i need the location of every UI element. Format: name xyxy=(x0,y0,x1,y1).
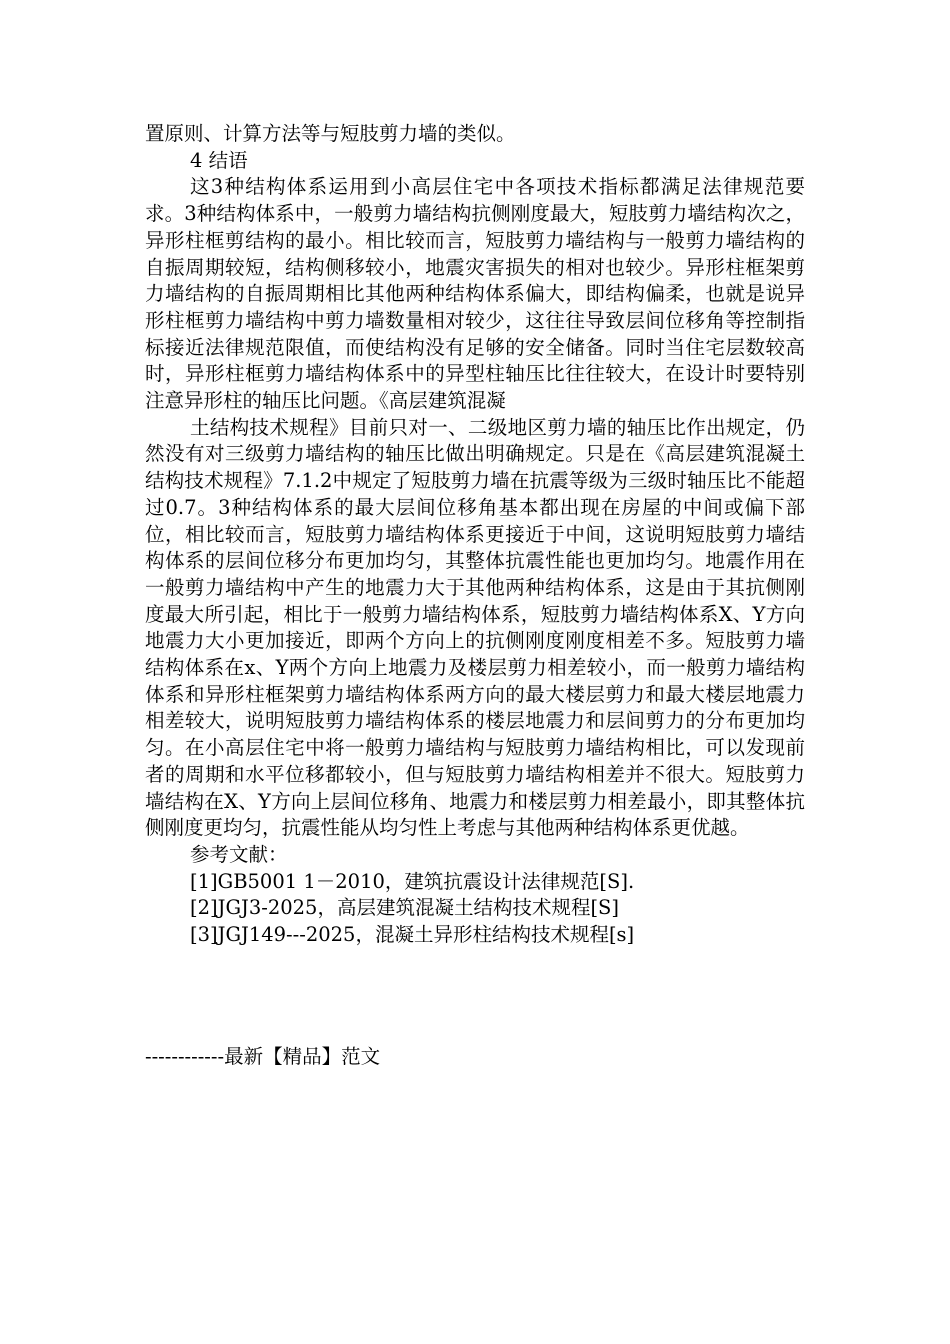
conclusion-paragraph-2: 土结构技术规程》目前只对一、二级地区剪力墙的轴压比作出规定，仍然没有对三级剪力墙结构的轴压比做出明确规定。只是在《高层建筑混凝土结构技术规程》7.1.2中规定了短肢剪力墙在抗震等级为三级时轴压比不能超过0.7。3种结构体系的最大层间位移角基本都出现在房屋的中间或偏下部位，相比较而言，短肢剪力墙结构体系更接近于中间，这说明短肢剪力墙结构体系的层间位移分布更加均匀，其整体抗震性能也更加均匀。地震作用在一般剪力墙结构中产生的地震力大于其他两种结构体系，这是由于其抗侧刚度最大所引起，相比于一般剪力墙结构体系，短肢剪力墙结构体系X、Y方向地震力大小更加接近，即两个方向上的抗侧刚度刚度相差不多。短肢剪力墙结构体系在x、Y两个方向上地震力及楼层剪力相差较小，而一般剪力墙结构体系和异形柱框架剪力墙结构体系两方向的最大楼层剪力和最大楼层地震力相差较大，说明短肢剪力墙结构体系的楼层地震力和层间剪力的分布更加均匀。在小高层住宅中将一般剪力墙结构与短肢剪力墙结构相比，可以发现前者的周期和水平位移都较小，但与短肢剪力墙结构相差并不很大。短肢剪力墙结构在X、Y方向上层间位移角、地震力和楼层剪力相差最小，即其整体抗侧刚度更均匀，抗震性能从均匀性上考虑与其他两种结构体系更优越。 xyxy=(145,415,805,840)
reference-item-2: [2]JGJ3-2025，高层建筑混凝土结构技术规程[S] xyxy=(190,896,620,920)
section-heading: 4 结语 xyxy=(190,148,248,172)
reference-item-1: [1]GB5001 1－2010，建筑抗震设计法律规范[S]. xyxy=(190,869,635,893)
reference-item-3: [3]JGJ149---2025，混凝土异形柱结构技术规程[s] xyxy=(190,923,635,947)
footer-banner: ------------最新【精品】范文 xyxy=(145,1045,381,1068)
conclusion-paragraph-1: 这3种结构体系运用到小高层住宅中各项技术指标都满足法律规范要求。3种结构体系中，一般剪力墙结构抗侧刚度最大，短肢剪力墙结构次之，异形柱框剪结构的最小。相比较而言，短肢剪力墙结构与一般剪力墙结构的自振周期较短，结构侧移较小，地震灾害损失的相对也较少。异形柱框架剪力墙结构的自振周期相比其他两种结构体系偏大，即结构偏柔，也就是说异形柱框剪力墙结构中剪力墙数量相对较少，这往往导致层间位移角等控制指标接近法律规范限值，而使结构没有足够的安全储备。同时当住宅层数较高时，异形柱框剪力墙结构体系中的异型柱轴压比往往较大，在设计时要特别注意异形柱的轴压比问题。《高层建筑混凝 xyxy=(145,175,805,413)
document-body xyxy=(145,121,805,949)
references-heading: 参考文献： xyxy=(190,842,288,866)
lead-in-text: 置原则、计算方法等与短肢剪力墙的类似。 xyxy=(145,122,516,145)
